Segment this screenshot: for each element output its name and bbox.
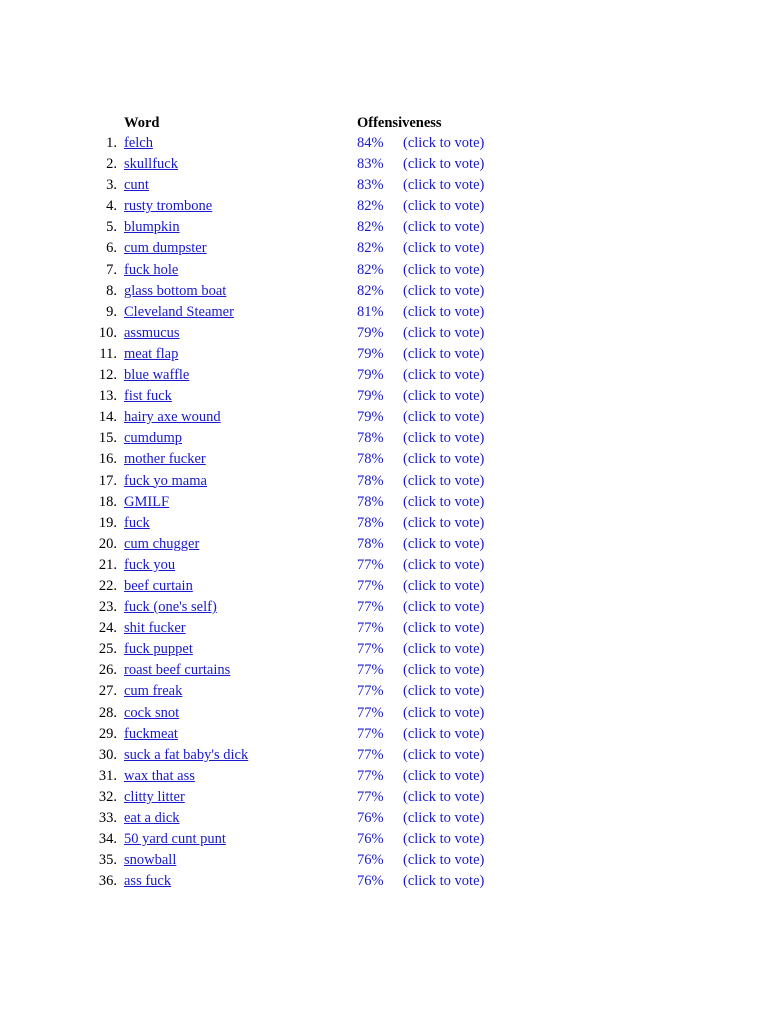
vote-link[interactable]: (click to vote) (403, 810, 485, 826)
word-link[interactable]: glass bottom boat (124, 282, 227, 299)
vote-link[interactable]: (click to vote) (403, 767, 485, 784)
rank-number: 5. (106, 219, 117, 236)
rank-number: 13. (98, 388, 117, 405)
vote-link[interactable]: (click to vote) (403, 156, 485, 173)
vote-link[interactable]: (click to vote) (403, 177, 485, 194)
offensiveness-percent: 77% (357, 662, 384, 679)
offensiveness-percent: 77% (357, 725, 384, 742)
rank-number: 17. (98, 472, 117, 489)
rank-number: 23. (98, 599, 117, 616)
rank-number: 19. (98, 514, 117, 531)
table-row (0, 449, 768, 470)
word-link[interactable]: fuck (124, 514, 150, 531)
offensiveness-percent: 78% (357, 535, 384, 552)
word-link[interactable]: cum freak (124, 683, 183, 700)
word-link[interactable]: beef curtain (124, 577, 193, 594)
word-link[interactable]: fuck (one's self) (124, 599, 217, 616)
word-link[interactable]: rusty trombone (124, 198, 213, 215)
rank-number: 33. (98, 810, 117, 826)
rank-number: 2. (106, 156, 117, 173)
rank-number: 9. (106, 303, 117, 320)
offensiveness-percent: 77% (357, 620, 384, 637)
vote-link[interactable]: (click to vote) (403, 704, 485, 721)
rank-number: 26. (98, 662, 117, 679)
vote-link[interactable]: (click to vote) (403, 725, 485, 742)
vote-link[interactable]: (click to vote) (403, 683, 485, 700)
table-row (0, 724, 768, 745)
word-link[interactable]: fuck yo mama (124, 472, 207, 489)
word-link[interactable]: fuckmeat (124, 725, 178, 742)
vote-link[interactable]: (click to vote) (403, 198, 485, 215)
offensiveness-percent: 79% (357, 345, 384, 362)
offensiveness-percent: 77% (357, 556, 384, 573)
word-link[interactable]: roast beef curtains (124, 662, 231, 679)
word-link[interactable]: cunt (124, 177, 149, 194)
word-link[interactable]: suck a fat baby's dick (124, 746, 249, 763)
vote-link[interactable]: (click to vote) (403, 135, 485, 151)
table-row (0, 344, 768, 365)
offensiveness-percent: 78% (357, 472, 384, 489)
word-link[interactable]: GMILF (124, 493, 170, 510)
table-row (0, 175, 768, 196)
table-row (0, 850, 768, 871)
vote-link[interactable]: (click to vote) (403, 620, 485, 637)
vote-link[interactable]: (click to vote) (403, 324, 485, 341)
vote-link[interactable]: (click to vote) (403, 219, 485, 236)
table-row (0, 386, 768, 407)
table-row (0, 428, 768, 449)
table-row (0, 871, 768, 892)
offensiveness-percent: 78% (357, 514, 384, 531)
table-row (0, 618, 768, 639)
rank-number: 24. (98, 620, 117, 637)
table-row (0, 302, 768, 323)
offensiveness-percent: 82% (357, 240, 384, 257)
vote-link[interactable]: (click to vote) (403, 493, 485, 510)
rank-number: 27. (98, 683, 117, 700)
offensiveness-percent: 78% (357, 430, 384, 447)
table-row (0, 217, 768, 238)
word-link[interactable]: cum dumpster (124, 240, 207, 257)
vote-link[interactable]: (click to vote) (403, 831, 485, 848)
table-row (0, 829, 768, 850)
vote-link[interactable]: (click to vote) (403, 388, 485, 405)
word-link[interactable]: Cleveland Steamer (124, 303, 234, 320)
offensiveness-percent: 77% (357, 683, 384, 700)
rank-number: 28. (98, 704, 117, 721)
table-row (0, 555, 768, 576)
vote-link[interactable]: (click to vote) (403, 367, 485, 384)
table-row (0, 365, 768, 386)
rank-number: 34. (98, 831, 117, 848)
table-row (0, 281, 768, 302)
vote-link[interactable]: (click to vote) (403, 345, 485, 362)
offensiveness-percent: 76% (357, 810, 384, 826)
word-link[interactable]: fuck puppet (124, 641, 193, 658)
rank-number: 1. (106, 135, 117, 151)
offensiveness-percent: 83% (357, 177, 384, 194)
vote-link[interactable]: (click to vote) (403, 852, 485, 869)
offensiveness-percent: 76% (357, 873, 384, 890)
table-row (0, 492, 768, 513)
vote-link[interactable]: (click to vote) (403, 409, 485, 426)
rank-number: 31. (98, 767, 117, 784)
rank-number: 14. (98, 409, 117, 426)
vote-link[interactable]: (click to vote) (403, 746, 485, 763)
table-row (0, 808, 768, 829)
rank-number: 29. (98, 725, 117, 742)
vote-link[interactable]: (click to vote) (403, 514, 485, 531)
rank-number: 4. (106, 198, 117, 215)
rank-number: 36. (98, 873, 117, 890)
offensiveness-percent: 84% (357, 135, 384, 151)
offensiveness-percent: 77% (357, 599, 384, 616)
rank-number: 22. (98, 577, 117, 594)
offensiveness-percent: 76% (357, 852, 384, 869)
word-link[interactable]: meat flap (124, 345, 179, 362)
table-row (0, 238, 768, 259)
offensiveness-percent: 79% (357, 409, 384, 426)
offensiveness-percent: 77% (357, 746, 384, 763)
offensiveness-percent: 77% (357, 577, 384, 594)
word-link[interactable]: shit fucker (124, 620, 186, 637)
table-row (0, 597, 768, 618)
word-link[interactable]: clitty litter (124, 788, 185, 805)
word-link[interactable]: mother fucker (124, 451, 206, 468)
word-link[interactable]: blumpkin (124, 219, 180, 236)
rank-number: 7. (106, 261, 117, 278)
offensiveness-percent: 78% (357, 451, 384, 468)
word-link[interactable]: blue waffle (124, 367, 190, 384)
word-link[interactable]: hairy axe wound (124, 409, 221, 426)
word-link[interactable]: assmucus (124, 324, 180, 341)
rank-number: 32. (98, 788, 117, 805)
table-row (0, 534, 768, 555)
vote-link[interactable]: (click to vote) (403, 261, 485, 278)
table-row (0, 407, 768, 428)
word-link[interactable]: eat a dick (124, 810, 180, 826)
offensiveness-percent: 77% (357, 704, 384, 721)
word-link[interactable]: cum chugger (124, 535, 200, 552)
rank-number: 30. (98, 746, 117, 763)
offensiveness-percent: 79% (357, 324, 384, 341)
table-row (0, 154, 768, 175)
word-column-header: Word (124, 115, 160, 131)
vote-link[interactable]: (click to vote) (403, 282, 485, 299)
offensiveness-percent: 78% (357, 493, 384, 510)
offensiveness-percent: 82% (357, 282, 384, 299)
table-row (0, 787, 768, 808)
table-row (0, 639, 768, 660)
table-row (0, 260, 768, 281)
rank-number: 3. (106, 177, 117, 194)
offensiveness-percent: 79% (357, 367, 384, 384)
word-link[interactable]: cumdump (124, 430, 182, 447)
offensiveness-percent: 83% (357, 156, 384, 173)
word-link[interactable]: 50 yard cunt punt (124, 831, 226, 848)
rank-number: 25. (98, 641, 117, 658)
word-link[interactable]: ass fuck (124, 873, 172, 890)
rank-number: 35. (98, 852, 117, 869)
word-link[interactable]: wax that ass (124, 767, 195, 784)
offensiveness-column-header: Offensiveness (357, 115, 442, 131)
rank-number: 11. (99, 345, 117, 362)
offensiveness-percent: 77% (357, 788, 384, 805)
vote-link[interactable]: (click to vote) (403, 240, 485, 257)
rank-number: 18. (98, 493, 117, 510)
word-link[interactable]: fist fuck (124, 388, 172, 405)
table-row (0, 703, 768, 724)
word-link[interactable]: skullfuck (124, 156, 178, 173)
word-list (0, 133, 768, 892)
table-row (0, 745, 768, 766)
offensiveness-percent: 77% (357, 641, 384, 658)
rank-number: 21. (98, 556, 117, 573)
word-link[interactable]: fuck hole (124, 261, 179, 278)
vote-link[interactable]: (click to vote) (403, 430, 485, 447)
offensiveness-percent: 76% (357, 831, 384, 848)
offensiveness-percent: 82% (357, 261, 384, 278)
rank-number: 12. (98, 367, 117, 384)
offensiveness-percent: 79% (357, 388, 384, 405)
vote-link[interactable]: (click to vote) (403, 641, 485, 658)
vote-link[interactable]: (click to vote) (403, 472, 485, 489)
table-header (0, 113, 768, 134)
table-row (0, 133, 768, 154)
vote-link[interactable]: (click to vote) (403, 599, 485, 616)
rank-number: 6. (106, 240, 117, 257)
table-row (0, 576, 768, 597)
word-link[interactable]: felch (124, 135, 153, 151)
offensiveness-percent: 81% (357, 303, 384, 320)
table-row (0, 766, 768, 787)
vote-link[interactable]: (click to vote) (403, 303, 485, 320)
table-row (0, 660, 768, 681)
offensiveness-percent: 82% (357, 219, 384, 236)
vote-link[interactable]: (click to vote) (403, 577, 485, 594)
rank-number: 15. (98, 430, 117, 447)
vote-link[interactable]: (click to vote) (403, 873, 485, 890)
vote-link[interactable]: (click to vote) (403, 451, 485, 468)
table-row (0, 323, 768, 344)
table-row (0, 513, 768, 534)
vote-link[interactable]: (click to vote) (403, 556, 485, 573)
word-link[interactable]: snowball (124, 852, 177, 869)
rank-number: 10. (98, 324, 117, 341)
vote-link[interactable]: (click to vote) (403, 788, 485, 805)
word-link[interactable]: cock snot (124, 704, 180, 721)
vote-link[interactable]: (click to vote) (403, 662, 485, 679)
offensiveness-percent: 82% (357, 198, 384, 215)
offensiveness-percent: 77% (357, 767, 384, 784)
rank-number: 16. (98, 451, 117, 468)
rank-number: 8. (106, 282, 117, 299)
vote-link[interactable]: (click to vote) (403, 535, 485, 552)
word-link[interactable]: fuck you (124, 556, 176, 573)
table-row (0, 196, 768, 217)
table-row (0, 681, 768, 702)
rank-number: 20. (98, 535, 117, 552)
table-row (0, 471, 768, 492)
